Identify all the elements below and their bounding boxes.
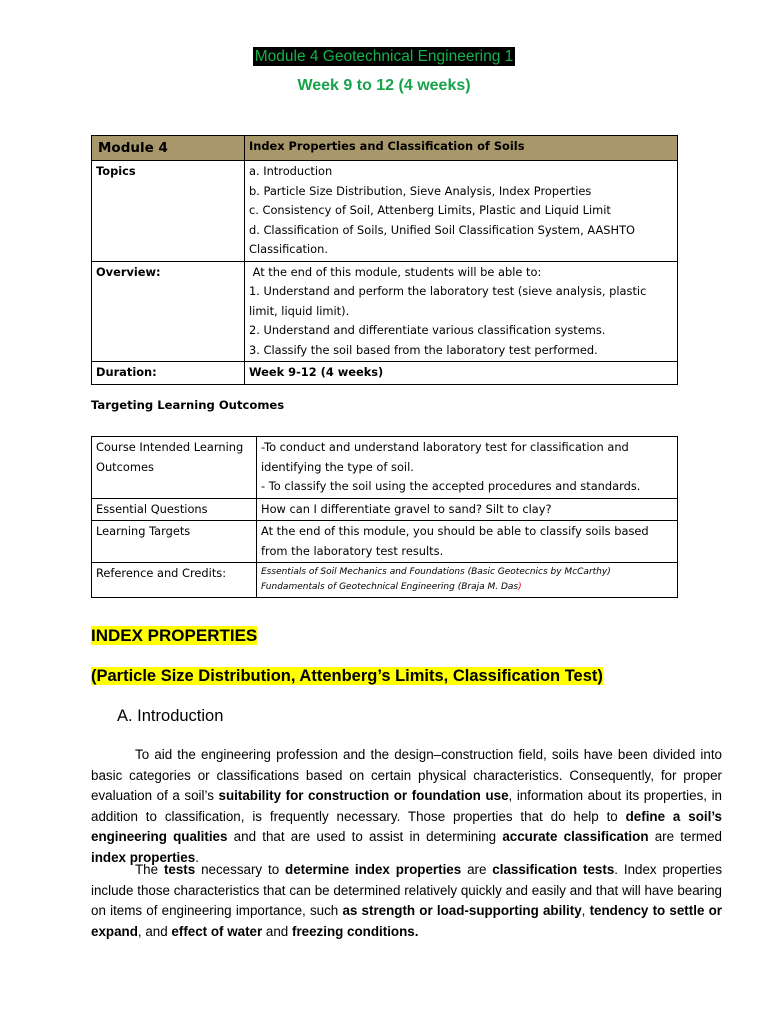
- topic-item: b. Particle Size Distribution, Sieve Analysis, Index Properties: [249, 183, 592, 198]
- references-label: Reference and Credits:: [92, 563, 257, 598]
- references-value: [257, 563, 678, 598]
- intro-paragraph-2: The tests necessary to determine index properties are classification tests. Index properties include those characteristics that can be determined relatively quickly and easily and that will have bearing on items of engineering importance, such as strength or load-supporting ability, tendency to settle or expand, and effect of water and freezing conditions.: [91, 862, 723, 939]
- module-label-cell: Module 4: [92, 136, 245, 161]
- essential-questions-label: Essential Questions: [92, 498, 257, 521]
- overview-item: 1. Understand and perform the laboratory test (sieve analysis, plastic limit, liquid limit).: [249, 284, 647, 318]
- outcomes-heading: Targeting Learning Outcomes: [91, 398, 285, 412]
- intro-paragraph-1: To aid the engineering profession and the design–construction field, soils have been divided into basic categories or classifications based on certain physical characteristics. Consequently, for proper evaluation of a soil’s suitability for construction or foundation use, information about its properties, in addition to classification, is frequently necessary. Those properties that do help to define a soil’s engineering qualities and that are used to assist in determining accurate classification are termed index properties.: [91, 747, 723, 865]
- module-topic-title-cell: Index Properties and Classification of Soils: [245, 136, 678, 161]
- overview-item: 2. Understand and differentiate various classification systems.: [249, 323, 606, 337]
- learning-targets-row: [92, 521, 678, 563]
- overview-item: 3. Classify the soil based from the laboratory test performed.: [249, 342, 598, 357]
- cilo-row: [92, 437, 678, 499]
- topic-item: a. Introduction: [249, 164, 333, 178]
- duration-label: Duration:: [92, 362, 245, 385]
- topics-row: [92, 161, 678, 262]
- introduction-heading: A. Introduction: [117, 707, 224, 725]
- module-info-table: [91, 135, 678, 385]
- topics-label: Topics: [92, 161, 245, 262]
- overview-label: Overview:: [92, 261, 245, 362]
- overview-list: [245, 261, 678, 362]
- topics-list: [245, 161, 678, 262]
- essential-questions-row: [92, 498, 678, 521]
- week-subtitle: Week 9 to 12 (4 weeks): [297, 77, 471, 94]
- cilo-label: Course Intended Learning Outcomes: [92, 437, 257, 499]
- reference-item: Essentials of Soil Mechanics and Foundations (Basic Geotecnics by McCarthy): [261, 567, 611, 577]
- overview-row: [92, 261, 678, 362]
- cilo-item: - To classify the soil using the accepted procedures and standards.: [261, 479, 641, 493]
- references-row: [92, 563, 678, 598]
- module-table-header-row: [92, 136, 678, 161]
- learning-targets-value: At the end of this module, you should be able to classify soils based from the laboratory test results.: [257, 521, 678, 563]
- reference-item: Fundamentals of Geotechnical Engineering (Braja M. Das): [261, 582, 522, 592]
- cilo-value: [257, 437, 678, 499]
- learning-targets-label: Learning Targets: [92, 521, 257, 563]
- duration-value: Week 9-12 (4 weeks): [245, 362, 678, 385]
- cilo-item: -To conduct and understand laboratory test for classification and identifying the type of soil.: [261, 440, 629, 474]
- duration-row: [92, 362, 678, 385]
- essential-questions-value: How can I differentiate gravel to sand? Silt to clay?: [257, 498, 678, 521]
- index-properties-heading: INDEX PROPERTIES: [91, 626, 258, 645]
- topic-item: c. Consistency of Soil, Attenberg Limits, Plastic and Liquid Limit: [249, 203, 611, 217]
- overview-item: At the end of this module, students will be able to:: [249, 264, 542, 279]
- learning-outcomes-table: [91, 436, 678, 598]
- module-title: Module 4 Geotechnical Engineering 1: [254, 48, 514, 65]
- topic-item: d. Classification of Soils, Unified Soil Classification System, AASHTO Classification.: [249, 222, 635, 256]
- index-properties-subheading: (Particle Size Distribution, Attenberg’s Limits, Classification Test): [91, 667, 603, 685]
